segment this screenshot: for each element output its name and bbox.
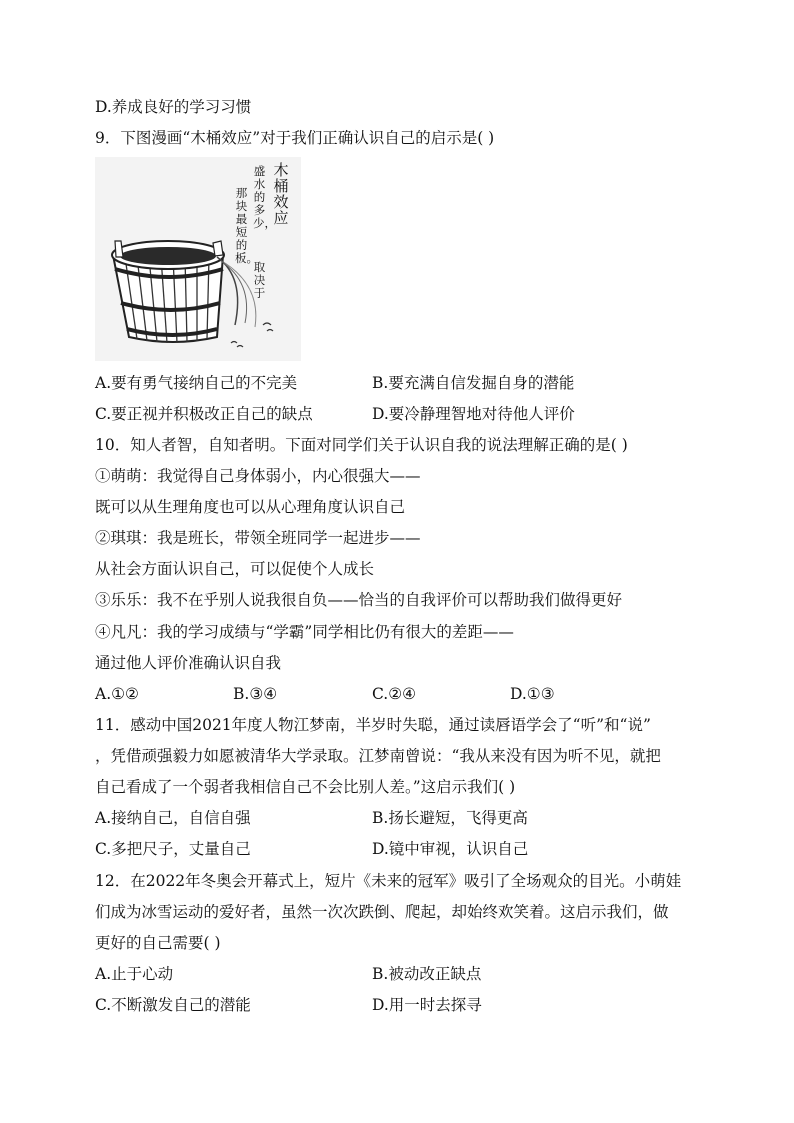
- q10-statement-1a: ①萌萌：我觉得自己身体弱小，内心很强大——: [95, 467, 421, 485]
- q11-stem-line3: 自己看成了一个弱者我相信自己不会比别人差。”这启示我们( ): [95, 778, 516, 796]
- q10-statement-3: ③乐乐：我不在乎别人说我很自负——恰当的自我评价可以帮助我们做得更好: [95, 591, 623, 609]
- q11-stem-line1: 11．感动中国2021年度人物江梦南，半岁时失聪，通过读唇语学会了“听”和“说”: [95, 716, 651, 734]
- q12-option-d: D.用一时去探寻: [372, 996, 482, 1014]
- q10-option-b: B.③④: [233, 685, 278, 703]
- q11-option-d: D.镜中审视，认识自己: [372, 840, 529, 858]
- q9-option-c: C.要正视并积极改正自己的缺点: [95, 405, 313, 423]
- q12-option-a: A.止于心动: [95, 965, 174, 983]
- q10-option-a: A.①②: [95, 685, 139, 703]
- q11-stem-line2: ，凭借顽强毅力如愿被清华大学录取。江梦南曾说：“我从来没有因为听不见，就把: [95, 747, 661, 765]
- q12-stem-line2: 们成为冰雪运动的爱好者，虽然一次次跌倒、爬起，却始终欢笑着。这启示我们，做: [95, 903, 669, 921]
- q12-option-b: B.被动改正缺点: [372, 965, 482, 983]
- q10-stem: 10．知人者智，自知者明。下面对同学们关于认识自我的说法理解正确的是( ): [95, 436, 628, 454]
- q12-stem-line1: 12．在2022年冬奥会开幕式上，短片《未来的冠军》吸引了全场观众的目光。小萌娃: [95, 872, 682, 890]
- q9-option-a: A.要有勇气接纳自己的不完美: [95, 374, 298, 392]
- q8-option-d: D.养成良好的学习习惯: [95, 98, 252, 116]
- q10-statement-1b: 既可以从生理角度也可以从心理角度认识自己: [95, 498, 406, 516]
- bucket-illustration: [95, 157, 301, 361]
- cartoon-title: 木桶效应: [273, 161, 289, 227]
- q11-option-c: C.多把尺子，丈量自己: [95, 840, 251, 858]
- bucket-effect-cartoon: [95, 157, 301, 361]
- q9-option-b: B.要充满自信发掘自身的潜能: [372, 374, 575, 392]
- q10-option-d: D.①③: [510, 685, 555, 703]
- q11-option-b: B.扬长避短，飞得更高: [372, 809, 528, 827]
- q11-option-a: A.接纳自己，自信自强: [95, 809, 251, 827]
- cartoon-caption-col3: 取决于: [253, 260, 266, 300]
- q10-statement-2a: ②琪琪：我是班长，带领全班同学一起进步——: [95, 529, 421, 547]
- q12-stem-line3: 更好的自己需要( ): [95, 934, 221, 952]
- cartoon-caption-col2: 那块最短的板。: [235, 186, 258, 265]
- q9-stem: 9．下图漫画“木桶效应”对于我们正确认识自己的启示是( ): [95, 129, 495, 147]
- q10-statement-2b: 从社会方面认识自己，可以促使个人成长: [95, 560, 375, 578]
- q10-option-c: C.②④: [372, 685, 417, 703]
- q10-statement-4b: 通过他人评价准确认识自我: [95, 654, 282, 672]
- q12-option-c: C.不断激发自己的潜能: [95, 996, 251, 1014]
- cartoon-caption-col1: 盛水的多少，: [253, 164, 276, 230]
- q9-option-d: D.要冷静理智地对待他人评价: [372, 405, 575, 423]
- q10-statement-4a: ④凡凡：我的学习成绩与“学霸”同学相比仍有很大的差距——: [95, 623, 514, 641]
